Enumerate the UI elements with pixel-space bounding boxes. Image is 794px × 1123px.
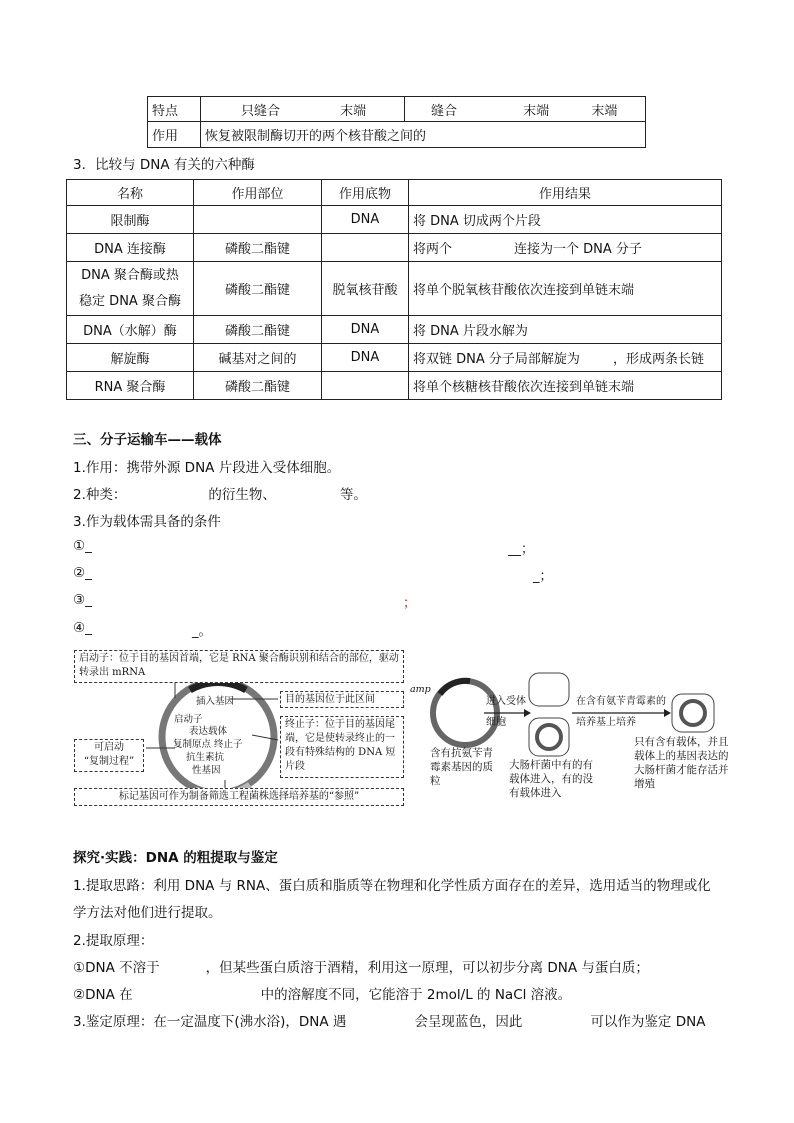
table-cell: 限制酶 [67,206,194,234]
text: 可以作为鉴定 DNA [590,1014,706,1030]
text: 的衍生物、 [208,487,276,503]
text: 3.鉴定原理：在一定温度下(沸水浴)，DNA 遇 [73,1014,347,1030]
text: 会呈现蓝色，因此 [414,1014,523,1030]
table-cell: 解旋酶 [67,344,194,372]
text: 等。 [339,487,367,503]
section-heading: 探究·实践：DNA 的粗提取与鉴定 [73,850,278,866]
condition-2: ②_ [73,565,92,581]
enter-label: 进入受体细胞 [486,696,526,728]
cell-text: 只缝合 [241,103,281,119]
table-cell: DNA [322,206,409,234]
paragraph: 学方法对他们进行提取。 [73,905,222,921]
amp-label: amp [410,684,431,695]
ring-label: 插入基因 [196,696,235,707]
condition-1-end: __； [508,542,535,557]
ring-label: 复制原点 终止子 [173,739,243,750]
table-cell: DNA [322,344,409,372]
table-cell: 将两个 连接为一个 DNA 分子 [409,234,722,262]
cell-text: 末端 [591,103,618,119]
table-header: 作用部位 [194,180,322,206]
ring-label: 启动子 [174,714,203,725]
table-cell: 将单个脱氧核苷酸依次连接到单链末端 [409,262,722,316]
text: ②DNA 在 [73,987,133,1003]
result-caption: 只有含有载体，并且载体上的基因表达的大肠杆菌才能存活并增殖 [634,736,729,790]
amp-arc [440,681,470,694]
table-cell: 将 DNA 片段水解为 [409,316,722,344]
table-cell: DNA 连接酶 [67,234,194,262]
condition-4: ④_ [73,620,92,636]
table-cell: 磷酸二酯键 [194,316,322,344]
paragraph [73,956,649,976]
cell-text: 末端 [523,103,550,119]
text: 中的溶解度不同，它能溶于 2mol/L 的 NaCl 溶液。 [260,987,572,1003]
paragraph [73,1010,705,1030]
ring-label: 性基因 [192,765,221,776]
table-header: 名称 [67,180,194,206]
paragraph [73,983,571,1003]
cell-line: 稳定 DNA 聚合酶 [79,293,181,309]
table-cell: DNA（水解）酶 [67,316,194,344]
table-cell: 碱基对之间的 [194,344,322,372]
table-header: 作用结果 [409,180,722,206]
text: 2.种类： [73,487,127,503]
cell-label: 作用 [148,122,201,148]
table-cell: 磷酸二酯键 [194,234,322,262]
table-cell: 磷酸二酯键 [194,262,322,316]
table-cell: 将双链 DNA 分子局部解旋为 ，形成两条长链 [409,344,722,372]
condition-3: ③_ [73,592,92,608]
ring-label: 抗生素抗 [186,752,225,763]
culture-label: 在含有氨苄青霉素的培养基上培养 [576,696,666,728]
table-cell: RNA 聚合酶 [67,372,194,400]
section-heading: 三、分子运输车——载体 [73,432,222,448]
paragraph: 1.作用：携带外源 DNA 片段进入受体细胞。 [73,460,341,476]
condition-1: ①_ [73,538,92,554]
table-cell: 脱氧核苷酸 [322,262,409,316]
insert-gene-arc [190,682,246,690]
paragraph: 1.提取思路：利用 DNA 与 RNA、蛋白质和脂质等在物理和化学性质方面存在的差异，选用适当的物理或化 [73,878,711,894]
condition-2-end: _； [533,569,553,584]
plasmid-caption: 含有抗氨苄青霉素基因的质粒 [430,747,493,787]
table-header: 作用底物 [322,180,409,206]
replicate-note: 可启动 “复制过程” [74,739,144,772]
bacterium-empty [529,673,569,706]
paragraph: 2.提取原理： [73,933,154,949]
target-note: 目的基因位于此区间 [280,691,404,708]
promoter-note: 启动子：位于目的基因首端，它是 RNA 聚合酶识别和结合的部位，驱动转录出 mRNA [74,650,404,683]
condition-4-end: _。 [192,624,212,639]
text: ①DNA 不溶于 [73,960,160,976]
ecoli-caption: 大肠杆菌中有的有载体进入，有的没有载体进入 [509,759,593,799]
condition-3-end: ； [403,596,417,611]
text: ，但某些蛋白质溶于酒精，利用这一原理，可以初步分离 DNA 与蛋白质； [205,960,649,976]
table-cell: 磷酸二酯键 [194,372,322,400]
cell-label: 特点 [148,97,201,122]
cell-text: 缝合 [431,103,458,119]
paragraph: 3.作为载体需具备的条件 [73,514,221,530]
cell: 恢复被限制酶切开的两个核苷酸之间的 [201,122,646,148]
section-title: 3．比较与 DNA 有关的六种酶 [73,157,255,173]
table-cell: 将 DNA 切成两个片段 [409,206,722,234]
ring-label: 表达载体 [189,726,228,737]
cell-line: DNA 聚合酶或热 [81,267,179,283]
surviving-plasmid [681,701,705,725]
terminator-note: 终止子：位于目的基因尾端，它是使转录终止的一段有特殊结构的 DNA 短片段 [280,716,404,778]
marker-note: 标记基因可作为制备筛选工程菌株选择培养基的“参照” [74,788,404,806]
bacterium-plasmid [537,725,561,749]
table-cell: DNA [322,316,409,344]
table-cell: 将单个核糖核苷酸依次连接到单链末端 [409,372,722,400]
cell-text: 末端 [340,103,367,119]
